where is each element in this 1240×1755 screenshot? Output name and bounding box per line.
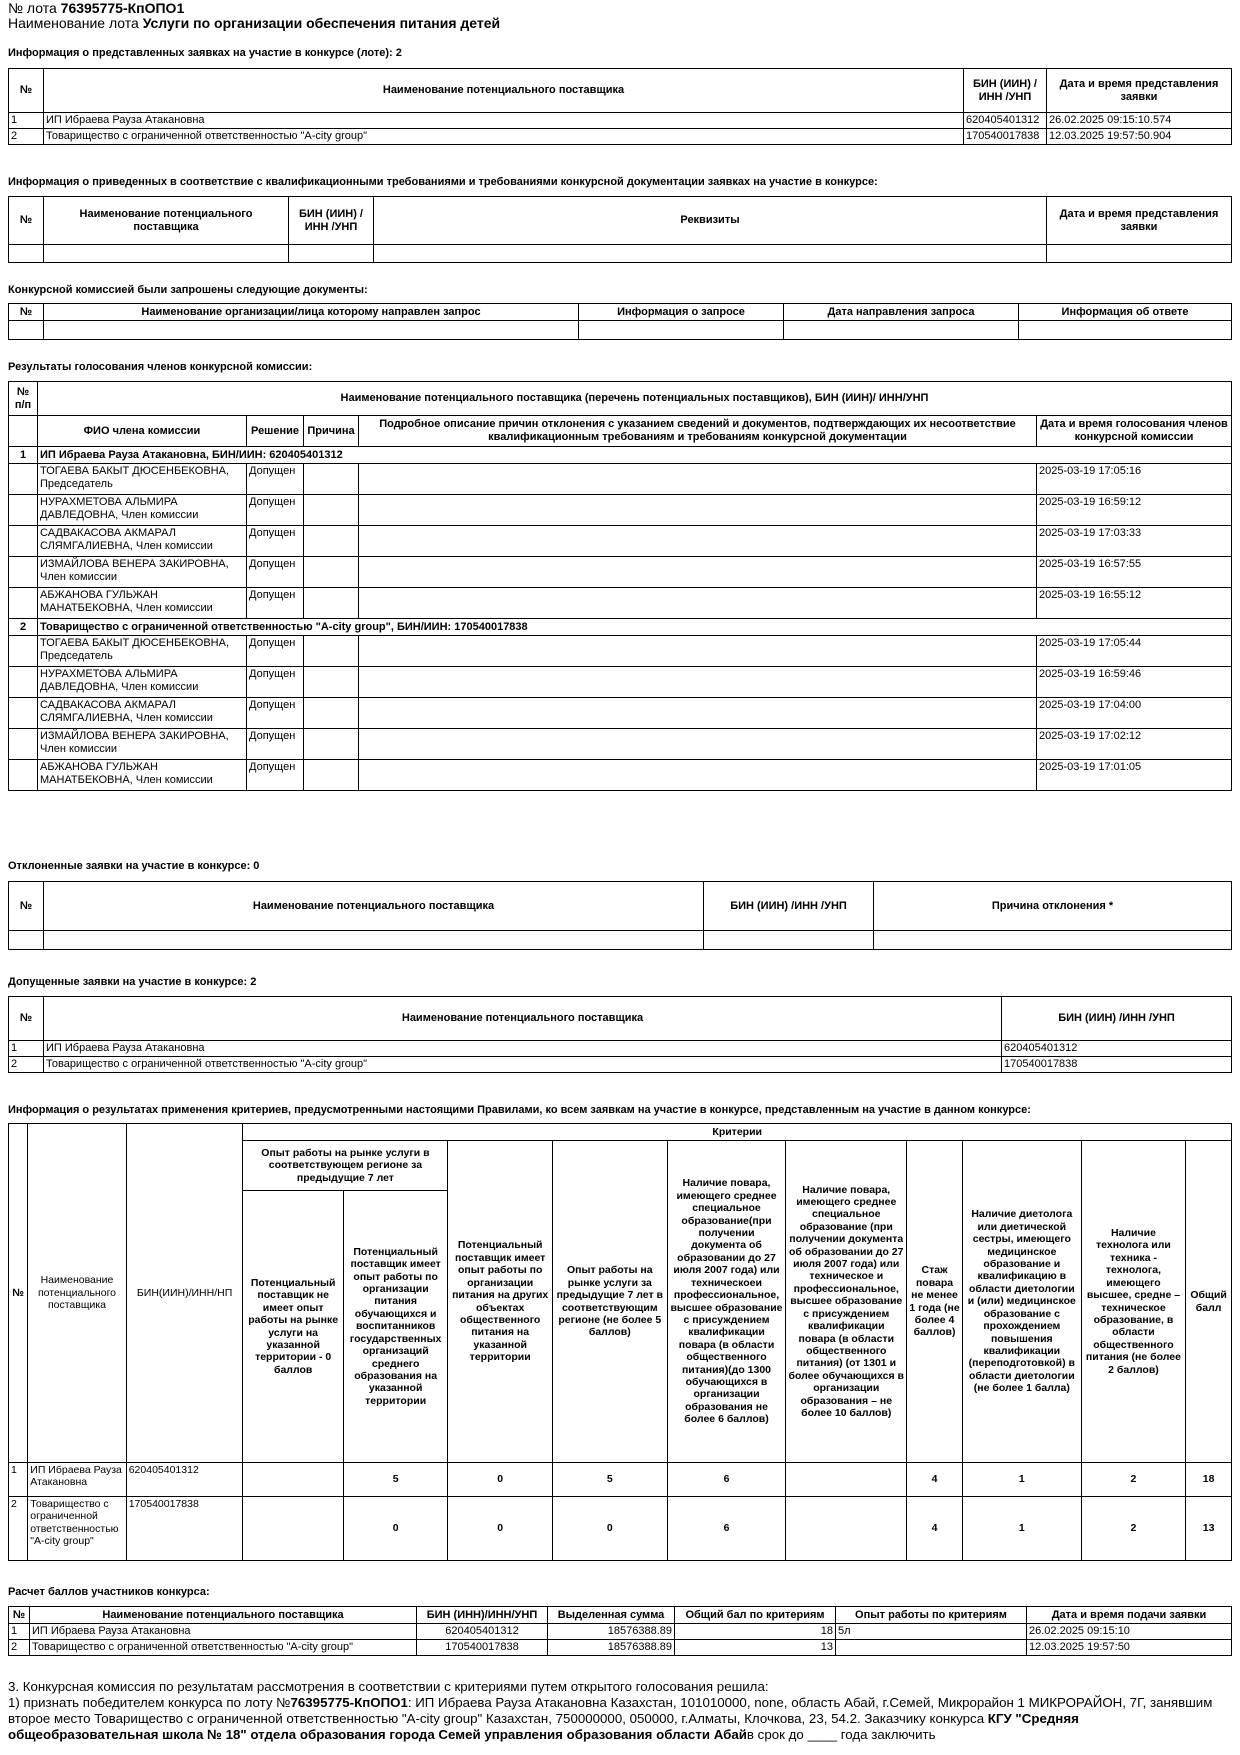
vote-member: САДВАКАСОВА АКМАРАЛ СЛЯМГАЛИЕВНА, Член комиссии [38,698,247,729]
col-header: Наименование потенциального поставщика [30,1607,417,1624]
col-header: Дата и время представления заявки [1047,69,1232,113]
vote-description [359,495,1037,526]
scores-title: Расчет баллов участников конкурса: [8,1586,210,1598]
col-header: Общий балл [1186,1141,1232,1463]
vote-reason [304,464,359,495]
cell-num: 2 [9,129,44,145]
vote-date: 2025-03-19 17:01:05 [1037,760,1232,791]
vote-blank [9,464,38,495]
vote-member: ТОГАЕВА БАКЫТ ДЮСЕНБЕКОВНА, Председатель [38,464,247,495]
cell-score: 5 [552,1463,667,1497]
table-row [9,1041,1232,1057]
requests-table [8,303,1232,340]
col-header: № [9,197,44,245]
voting-group-row [9,619,1232,636]
table-row [9,1640,1232,1656]
vote-decision: Допущен [247,729,304,760]
vote-reason [304,729,359,760]
col-header: БИН (ИИН) /ИНН /УНП [704,882,874,931]
col-header: Наименование потенциального поставщика [28,1124,126,1463]
col-header: № [9,304,44,321]
vote-row [9,760,1232,791]
col-header: Критерии [243,1124,1232,1141]
vote-row [9,698,1232,729]
cell-total: 13 [1186,1497,1232,1561]
col-header: БИН (ИИН) /ИНН /УНП [289,197,374,245]
col-header: Потенциальный поставщик не имеет опыт работы на рынке услуги на указанной территории - 0 баллов [243,1191,343,1463]
vote-decision: Допущен [247,557,304,588]
cell-supplier: ИП Ибраева Рауза Атакановна [44,1041,1002,1057]
vote-date: 2025-03-19 16:59:46 [1037,667,1232,698]
cell-bin: 620405401312 [964,113,1047,129]
vote-reason [304,495,359,526]
col-header: Наименование потенциального поставщика [44,882,704,931]
empty-row [9,321,1232,340]
col-header: Информация об ответе [1019,304,1232,321]
vote-blank [9,557,38,588]
col-header: № п/п [9,382,38,416]
table-row [9,129,1232,145]
cell-num: 1 [9,1463,28,1497]
col-header: Дата и время представления заявки [1047,197,1232,245]
cell-date: 26.02.2025 09:15:10 [1027,1624,1232,1640]
vote-date: 2025-03-19 16:55:12 [1037,588,1232,619]
cell-score: 6 [667,1497,786,1561]
vote-decision: Допущен [247,667,304,698]
cell-score: 2 [1081,1463,1186,1497]
vote-description [359,557,1037,588]
cell-supplier: Товарищество с ограниченной ответственностью "A-city group" [44,129,964,145]
qualified-table [8,196,1232,263]
vote-member: ИЗМАЙЛОВА ВЕНЕРА ЗАКИРОВНА, Член комиссии [38,557,247,588]
col-header: Информация о запросе [579,304,784,321]
lot-name-label: Наименование лота [8,15,143,31]
col-header: № [9,997,44,1041]
vote-description [359,729,1037,760]
col-header: Опыт работы на рынке услуги в соответствующем регионе за предыдущие 7 лет [243,1141,448,1191]
empty-row [9,931,1232,950]
cell-num: 1 [9,1041,44,1057]
vote-member: ТОГАЕВА БАКЫТ ДЮСЕНБЕКОВНА, Председатель [38,636,247,667]
vote-reason [304,636,359,667]
cell-score: 0 [448,1497,553,1561]
vote-member: НУРАХМЕТОВА АЛЬМИРА ДАВЛЕДОВНА, Член комиссии [38,667,247,698]
vote-date: 2025-03-19 17:03:33 [1037,526,1232,557]
cell-bin: 170540017838 [126,1497,243,1561]
decision-text-part: в срок до ____ года заключить [746,1727,936,1742]
col-header: Наличие технолога или техника - технолога, имеющего высшее, средне – техническое образование, в области общественного питания (не более 2 баллов) [1081,1141,1186,1463]
col-header: Причина [304,416,359,447]
vote-description [359,588,1037,619]
lot-number-line [8,0,184,16]
cell-experience [836,1640,1027,1656]
col-header: Наименование потенциального поставщика [44,997,1002,1041]
submitted-table [8,68,1232,145]
admitted-title: Допущенные заявки на участие в конкурсе: 2 [8,976,257,988]
qualified-title: Информация о приведенных в соответствие с квалификационными требованиями и требованиями конкурсной документации заявках на участие в конкурсе: [8,176,878,188]
cell-bin: 620405401312 [1002,1041,1232,1057]
col-header: Наименование потенциального поставщика (перечень потенциальных поставщиков), БИН (ИИН)/ ИНН/УНП [38,382,1232,416]
vote-reason [304,526,359,557]
vote-description [359,636,1037,667]
col-header: № [9,69,44,113]
cell-supplier: ИП Ибраева Рауза Атакановна [30,1624,417,1640]
group-supplier: ИП Ибраева Рауза Атакановна, БИН/ИИН: 620405401312 [38,447,1232,464]
col-header: Стаж повара не менее 1 года (не более 4 баллов) [907,1141,963,1463]
col-header: Наименование потенциального поставщика [44,69,964,113]
vote-description [359,526,1037,557]
group-num: 1 [9,447,38,464]
vote-member: САДВАКАСОВА АКМАРАЛ СЛЯМГАЛИЕВНА, Член комиссии [38,526,247,557]
cell-score [243,1497,343,1561]
vote-decision: Допущен [247,636,304,667]
vote-blank [9,588,38,619]
requests-title: Конкурсной комиссией были запрошены следующие документы: [8,284,368,296]
vote-date: 2025-03-19 16:59:12 [1037,495,1232,526]
vote-row [9,557,1232,588]
decision-lot-number: 76395775-КпОПО1 [290,1695,408,1710]
admitted-table [8,996,1232,1073]
col-header: Наличие повара, имеющего среднее специальное образование (при получении документа об образовании до 27 июля 2007 года) или техническое и профессиональное, высшее образование с присуждением квалификации повара (в области общественного питания) (от 1301 и более обучающихся в организации образования – не более 10 баллов) [786,1141,907,1463]
cell-supplier: ИП Ибраева Рауза Атакановна [28,1463,126,1497]
vote-description [359,760,1037,791]
scores-table [8,1606,1232,1656]
vote-date: 2025-03-19 17:04:00 [1037,698,1232,729]
col-header: № [9,1124,28,1463]
vote-row [9,588,1232,619]
voting-table [8,381,1232,791]
cell-supplier: Товарищество с ограниченной ответственностью "A-city group" [44,1057,1002,1073]
lot-number: 76395775-КпОПО1 [60,0,185,16]
col-header: Причина отклонения * [874,882,1232,931]
vote-reason [304,698,359,729]
vote-description [359,464,1037,495]
col-header: Опыт работы по критериям [836,1607,1027,1624]
vote-date: 2025-03-19 17:05:44 [1037,636,1232,667]
decision-line-1: 3. Конкурсная комиссия по результатам рассмотрения в соответствии с критериями путем открытого голосования решила: [8,1679,769,1694]
vote-decision: Допущен [247,495,304,526]
vote-decision: Допущен [247,588,304,619]
cell-supplier: Товарищество с ограниченной ответственностью "A-city group" [30,1640,417,1656]
cell-total-score: 18 [675,1624,836,1640]
vote-blank [9,495,38,526]
cell-supplier: ИП Ибраева Рауза Атакановна [44,113,964,129]
col-header: Общий бал по критериям [675,1607,836,1624]
cell-score: 1 [962,1463,1081,1497]
col-header: Дата направления запроса [784,304,1019,321]
rejected-title: Отклоненные заявки на участие в конкурсе: 0 [8,860,260,872]
cell-score: 4 [907,1497,963,1561]
cell-supplier: Товарищество с ограниченной ответственностью "A-city group" [28,1497,126,1561]
vote-blank [9,526,38,557]
table-row [9,113,1232,129]
vote-member: АБЖАНОВА ГУЛЬЖАН МАНАТБЕКОВНА, Член комиссии [38,760,247,791]
cell-score: 2 [1081,1497,1186,1561]
vote-date: 2025-03-19 16:57:55 [1037,557,1232,588]
col-header: Решение [247,416,304,447]
vote-row [9,636,1232,667]
rejected-table [8,881,1232,950]
criteria-table [8,1123,1232,1561]
decision-text [8,1679,1232,1743]
vote-reason [304,667,359,698]
empty-row [9,245,1232,263]
vote-decision: Допущен [247,760,304,791]
vote-member: АБЖАНОВА ГУЛЬЖАН МАНАТБЕКОВНА, Член комиссии [38,588,247,619]
vote-reason [304,588,359,619]
vote-reason [304,557,359,588]
col-header: Наименование потенциального поставщика [44,197,289,245]
cell-bin: 170540017838 [1002,1057,1232,1073]
vote-row [9,495,1232,526]
vote-blank [9,698,38,729]
vote-date: 2025-03-19 17:05:16 [1037,464,1232,495]
col-header: Дата и время голосования членов конкурсной комиссии [1037,416,1232,447]
cell-score: 0 [343,1497,448,1561]
col-header: Опыт работы на рынке услуги за предыдущие 7 лет в соответствующим регионе (не более 5 баллов) [552,1141,667,1463]
col-header: № [9,882,44,931]
vote-row [9,667,1232,698]
cell-experience: 5л [836,1624,1027,1640]
vote-blank [9,667,38,698]
lot-name-line [8,15,500,31]
cell-num: 2 [9,1057,44,1073]
cell-bin: 620405401312 [126,1463,243,1497]
vote-member: НУРАХМЕТОВА АЛЬМИРА ДАВЛЕДОВНА, Член комиссии [38,495,247,526]
table-row [9,1057,1232,1073]
cell-amount: 18576388.89 [548,1624,675,1640]
decision-text-part: : ИП Ибраева Рауза Атакановна Казахстан, 101010000, nоnе, область Абай, г.Семей, Микрорайон 1 МИКРОРАЙОН, 7Г, занявшим второе место Товарищество с ограниченной ответственностью "A-city group" Казахстан, 750000000, 050000, г.Алматы, Клочкова, 23, 54.2. Заказчику конкурса [8,1695,1213,1726]
decision-text-part: 1) признать победителем конкурса по лоту № [8,1695,291,1710]
cell-score: 0 [448,1463,553,1497]
table-row [9,1497,1232,1561]
vote-blank [9,636,38,667]
vote-row [9,464,1232,495]
col-header: Наименование организации/лица которому направлен запрос [44,304,579,321]
vote-blank [9,729,38,760]
vote-blank [9,760,38,791]
col-header: БИН(ИИН)/ИНН/НП [126,1124,243,1463]
vote-row [9,729,1232,760]
cell-score [243,1463,343,1497]
cell-score: 0 [552,1497,667,1561]
group-num: 2 [9,619,38,636]
cell-score: 4 [907,1463,963,1497]
cell-amount: 18576388.89 [548,1640,675,1656]
cell-num: 1 [9,1624,30,1640]
table-row [9,1463,1232,1497]
vote-decision: Допущен [247,464,304,495]
col-header: Реквизиты [374,197,1047,245]
cell-score: 6 [667,1463,786,1497]
criteria-title: Информация о результатах применения критериев, предусмотренными настоящими Правилами, ко всем заявкам на участие в конкурсе, представленным на участие в данном конкурсе: [8,1104,1031,1116]
col-header: Потенциальный поставщик имеет опыт работы по организации питания обучающихся и воспитанников государственных организаций среднего образования на указанной территории [343,1191,448,1463]
col-header: ФИО члена комиссии [38,416,247,447]
lot-number-label: № лота [8,0,61,16]
vote-decision: Допущен [247,698,304,729]
lot-name: Услуги по организации обеспечения питания детей [142,15,501,31]
cell-bin: 170540017838 [417,1640,548,1656]
cell-date: 12.03.2025 19:57:50.904 [1047,129,1232,145]
cell-score [786,1497,907,1561]
cell-num: 2 [9,1640,30,1656]
col-header: БИН (ИИН) /ИНН /УНП [964,69,1047,113]
vote-reason [304,760,359,791]
vote-member: ИЗМАЙЛОВА ВЕНЕРА ЗАКИРОВНА, Член комиссии [38,729,247,760]
cell-num: 1 [9,113,44,129]
cell-total-score: 13 [675,1640,836,1656]
cell-bin: 170540017838 [964,129,1047,145]
decision-line-2 [8,1695,1232,1743]
cell-date: 26.02.2025 09:15:10.574 [1047,113,1232,129]
col-header: Выделенная сумма [548,1607,675,1624]
col-header: Наличие повара, имеющего среднее специальное образование(при получении документа об образовании до 27 июля 2007 года) или техническоеи профессиональное, высшее образование с присуждением квалификации повара (в области общественного питания)(до 1300 обучающихся в организации образования не более 6 баллов) [667,1141,786,1463]
cell-total: 18 [1186,1463,1232,1497]
vote-date: 2025-03-19 17:02:12 [1037,729,1232,760]
col-header: Наличие диетолога или диетической сестры, имеющего медицинское образование и квалификацию в области диетологии и (или) медицинское образование с прохождением повышения квалификации (переподготовкой) в области диетологии (не более 1 балла) [962,1141,1081,1463]
col-header: Подробное описание причин отклонения с указанием сведений и документов, подтверждающих их несоответствие квалификационным требованиям и требованиям конкурсной документации [359,416,1037,447]
cell-score [786,1463,907,1497]
submitted-title: Информация о представленных заявках на участие в конкурсе (лоте): 2 [8,47,402,59]
cell-score: 5 [343,1463,448,1497]
col-header: БИН (ИНН)/ИНН/УНП [417,1607,548,1624]
vote-decision: Допущен [247,526,304,557]
cell-bin: 620405401312 [417,1624,548,1640]
col-header: Дата и время подачи заявки [1027,1607,1232,1624]
cell-date: 12.03.2025 19:57:50 [1027,1640,1232,1656]
cell-score: 1 [962,1497,1081,1561]
cell-num: 2 [9,1497,28,1561]
decision-customer: КГУ "Средняя общеобразовательная школа № 18" отдела образования города Семей управления образования области Абай [8,1711,1079,1742]
vote-row [9,526,1232,557]
table-row [9,1624,1232,1640]
vote-description [359,667,1037,698]
col-header: № [9,1607,30,1624]
col-header: Потенциальный поставщик имеет опыт работы по организации питания на других объектах общественного питания на указанной территории [448,1141,553,1463]
group-supplier: Товарищество с ограниченной ответственностью "A-city group", БИН/ИИН: 170540017838 [38,619,1232,636]
voting-group-row [9,447,1232,464]
voting-title: Результаты голосования членов конкурсной комиссии: [8,361,313,373]
col-header: БИН (ИИН) /ИНН /УНП [1002,997,1232,1041]
vote-description [359,698,1037,729]
